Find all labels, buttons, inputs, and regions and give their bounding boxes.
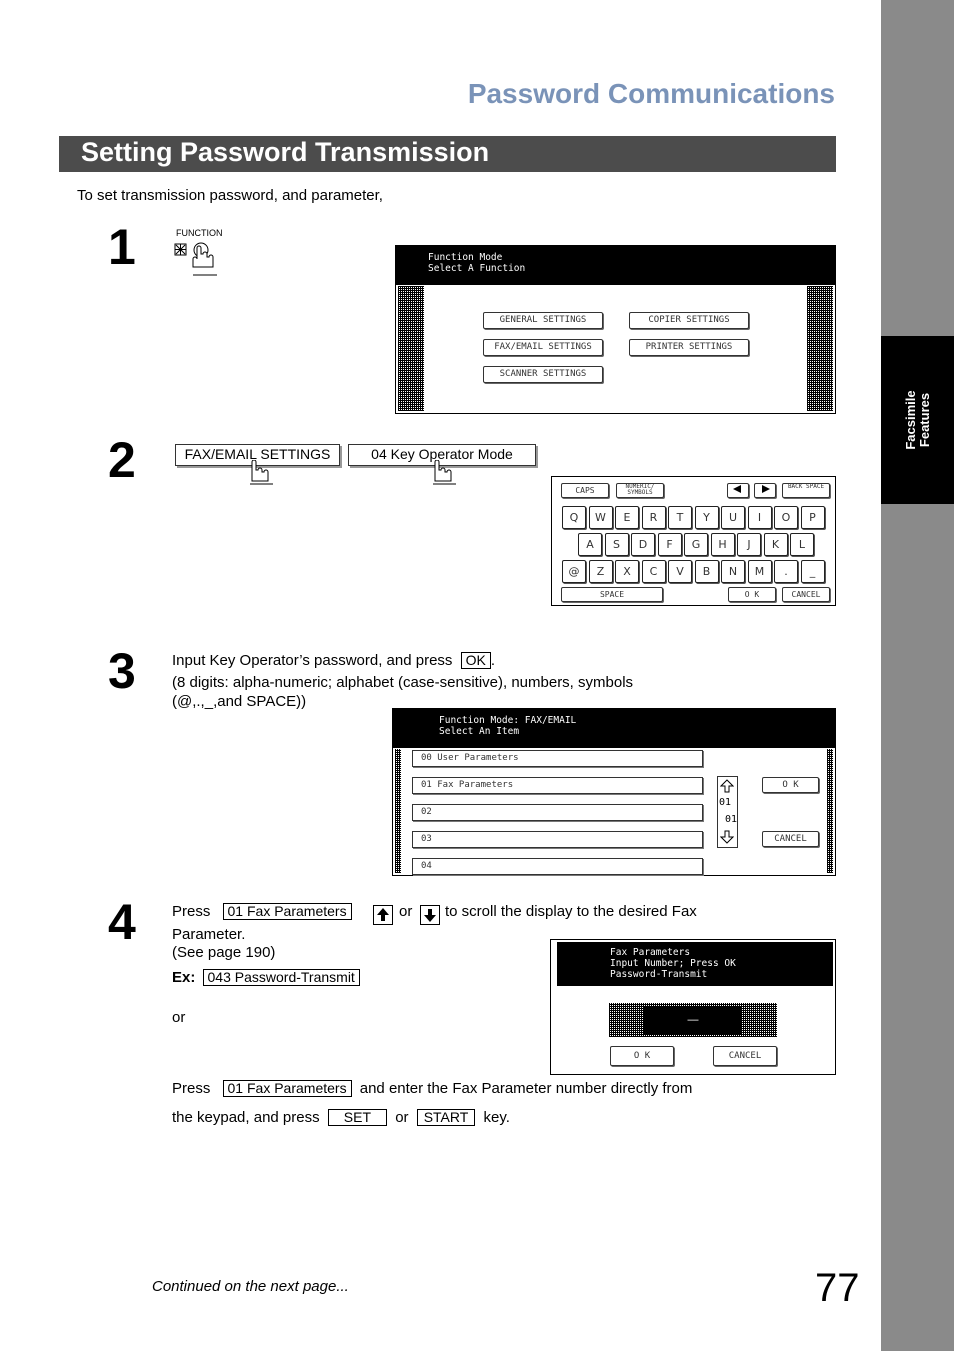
chapter-tab — [881, 336, 954, 504]
scanner-settings-button[interactable]: SCANNER SETTINGS — [483, 366, 603, 383]
screen-header — [393, 709, 835, 748]
key-5[interactable]: Y — [695, 506, 719, 529]
key-9[interactable]: P — [801, 506, 825, 529]
scroll-down-key-icon — [420, 905, 440, 925]
printer-settings-button[interactable]: PRINTER SETTINGS — [629, 339, 749, 356]
ok-button[interactable]: O K — [610, 1046, 674, 1066]
key-2[interactable]: E — [615, 506, 639, 529]
example-value: 043 Password-Transmit — [203, 969, 360, 986]
function-key-label: FUNCTION — [176, 228, 223, 238]
screen-header-line1: Function Mode — [428, 252, 503, 263]
key-3[interactable]: F — [658, 533, 682, 556]
list-item[interactable]: 00 User Parameters — [412, 750, 703, 767]
key-6[interactable]: N — [721, 560, 745, 583]
key-0[interactable]: A — [578, 533, 602, 556]
scroll-down-icon[interactable] — [720, 830, 734, 844]
keyboard-cancel-key[interactable]: CANCEL — [782, 587, 830, 602]
general-settings-button[interactable]: GENERAL SETTINGS — [483, 312, 603, 329]
key-1[interactable]: S — [605, 533, 629, 556]
key-8[interactable]: L — [790, 533, 814, 556]
screen-header-line2: Select An Item — [439, 726, 520, 737]
step3-line1-text: Input Key Operator’s password, and press — [172, 652, 453, 669]
scroll-up-icon[interactable] — [720, 779, 734, 793]
start-key-label: START — [417, 1109, 476, 1126]
example-label: Ex: — [172, 969, 196, 986]
screen-left-pattern — [398, 286, 424, 411]
key-5[interactable]: H — [711, 533, 735, 556]
keyboard-ok-key[interactable]: O K — [728, 587, 776, 602]
screen-left-pattern — [395, 749, 401, 873]
caps-key[interactable]: CAPS — [561, 483, 609, 498]
page-number: 77 — [815, 1266, 860, 1310]
fax-parameters-key-label: 01 Fax Parameters — [223, 903, 352, 920]
cancel-button[interactable]: CANCEL — [713, 1046, 777, 1066]
example-line — [172, 969, 360, 986]
continued-note: Continued on the next page... — [152, 1278, 349, 1295]
screen-header-line1: Fax Parameters — [610, 947, 691, 958]
key-8[interactable]: O — [774, 506, 798, 529]
step-number: 4 — [108, 894, 136, 950]
list-item[interactable]: 02 — [412, 804, 703, 821]
scroll-control — [717, 776, 738, 848]
fax-parameters-key-label: 01 Fax Parameters — [223, 1080, 352, 1097]
screen-header-line2: Input Number; Press OK — [610, 958, 736, 969]
keyboard-screen — [551, 476, 836, 606]
screen-right-pattern — [827, 749, 833, 873]
step3-line2: (8 digits: alpha-numeric; alphabet (case-sensitive), numbers, symbols — [172, 674, 634, 691]
page-current: 01 — [719, 797, 732, 808]
key-3[interactable]: R — [642, 506, 666, 529]
key-2[interactable]: X — [615, 560, 639, 583]
key-7[interactable]: I — [748, 506, 772, 529]
cursor-right-key[interactable] — [754, 483, 776, 498]
key-5[interactable]: B — [695, 560, 719, 583]
press-hand-icon — [432, 460, 458, 486]
key-4[interactable]: T — [668, 506, 692, 529]
section-title: Setting Password Transmission — [81, 137, 490, 167]
step-number: 3 — [108, 643, 136, 699]
step4-line3: (See page 190) — [172, 944, 276, 961]
select-item-screen — [392, 708, 836, 876]
chapter-tab-line2: Features — [916, 392, 932, 448]
press-text: Press — [172, 1080, 211, 1097]
screen-header-line3: Password-Transmit — [610, 969, 708, 980]
step4-line5-text: and enter the Fax Parameter number directly from — [359, 1080, 693, 1097]
list-item[interactable]: 01 Fax Parameters — [412, 777, 703, 794]
key-text: key. — [483, 1109, 510, 1126]
scroll-up-key-icon — [373, 905, 393, 925]
fax-email-settings-button[interactable]: FAX/EMAIL SETTINGS — [483, 339, 603, 356]
space-key[interactable]: SPACE — [561, 587, 663, 602]
screen-header — [396, 246, 835, 285]
key-3[interactable]: C — [642, 560, 666, 583]
list-item[interactable]: 03 — [412, 831, 703, 848]
key-7[interactable]: K — [764, 533, 788, 556]
or-text: or — [172, 1009, 186, 1026]
cursor-left-key[interactable] — [727, 483, 749, 498]
intro-text: To set transmission password, and parameter, — [77, 187, 383, 204]
key-operator-mode-key[interactable]: 04 Key Operator Mode — [348, 444, 536, 466]
fax-email-settings-key[interactable]: FAX/EMAIL SETTINGS — [175, 444, 340, 466]
step3-line1 — [172, 652, 495, 669]
function-mode-screen — [395, 245, 836, 414]
list-item[interactable]: 04 — [412, 858, 703, 875]
key-1[interactable]: W — [589, 506, 613, 529]
key-4[interactable]: V — [668, 560, 692, 583]
parameter-number-input[interactable]: — — [644, 1006, 742, 1034]
step4-line1 — [172, 903, 352, 920]
key-2[interactable]: D — [631, 533, 655, 556]
or-text: or — [399, 903, 413, 920]
left-arrow-icon — [731, 484, 745, 494]
key-4[interactable]: G — [684, 533, 708, 556]
key-1[interactable]: Z — [589, 560, 613, 583]
fax-parameter-input-screen — [550, 939, 836, 1075]
scroll-instruction: to scroll the display to the desired Fax — [445, 903, 697, 920]
step4-line5 — [172, 1080, 692, 1097]
chapter-tab-line1: Facsimile — [902, 390, 918, 450]
section-bar — [59, 136, 836, 172]
press-hand-icon — [249, 460, 275, 486]
step4-line6 — [172, 1109, 510, 1126]
key-7[interactable]: M — [748, 560, 772, 583]
step4-line2: Parameter. — [172, 926, 246, 943]
screen-header-line1: Function Mode: FAX/EMAIL — [439, 715, 577, 726]
key-8[interactable]: . — [774, 560, 798, 583]
key-0[interactable]: @ — [562, 560, 586, 583]
step3-line1-period: . — [490, 652, 496, 669]
function-key-press-icon — [174, 240, 224, 280]
step4-line6-text: the keypad, and press — [172, 1109, 320, 1126]
or-text: or — [395, 1109, 409, 1126]
step-number: 1 — [108, 219, 136, 275]
numeric-symbols-key[interactable]: NUMERIC/ SYMBOLS — [616, 483, 664, 498]
step-number: 2 — [108, 432, 136, 488]
set-key-label: SET — [328, 1109, 387, 1126]
copier-settings-button[interactable]: COPIER SETTINGS — [629, 312, 749, 329]
right-arrow-icon — [758, 484, 772, 494]
ok-button[interactable]: O K — [762, 777, 819, 793]
page-total: 01 — [725, 814, 738, 825]
press-text: Press — [172, 903, 211, 920]
back-space-key[interactable]: BACK SPACE — [782, 483, 830, 498]
sidebar — [881, 0, 954, 1351]
screen-header-line2: Select A Function — [428, 263, 526, 274]
screen-header — [557, 942, 833, 986]
key-6[interactable]: J — [737, 533, 761, 556]
step3-line3: (@,.,_,and SPACE)) — [172, 693, 307, 710]
key-0[interactable]: Q — [562, 506, 586, 529]
key-6[interactable]: U — [721, 506, 745, 529]
chapter-title: Password Communications — [467, 78, 835, 109]
cancel-button[interactable]: CANCEL — [762, 831, 819, 847]
screen-right-pattern — [807, 286, 833, 411]
key-9[interactable]: _ — [801, 560, 825, 583]
ok-key-label: OK — [461, 652, 491, 669]
